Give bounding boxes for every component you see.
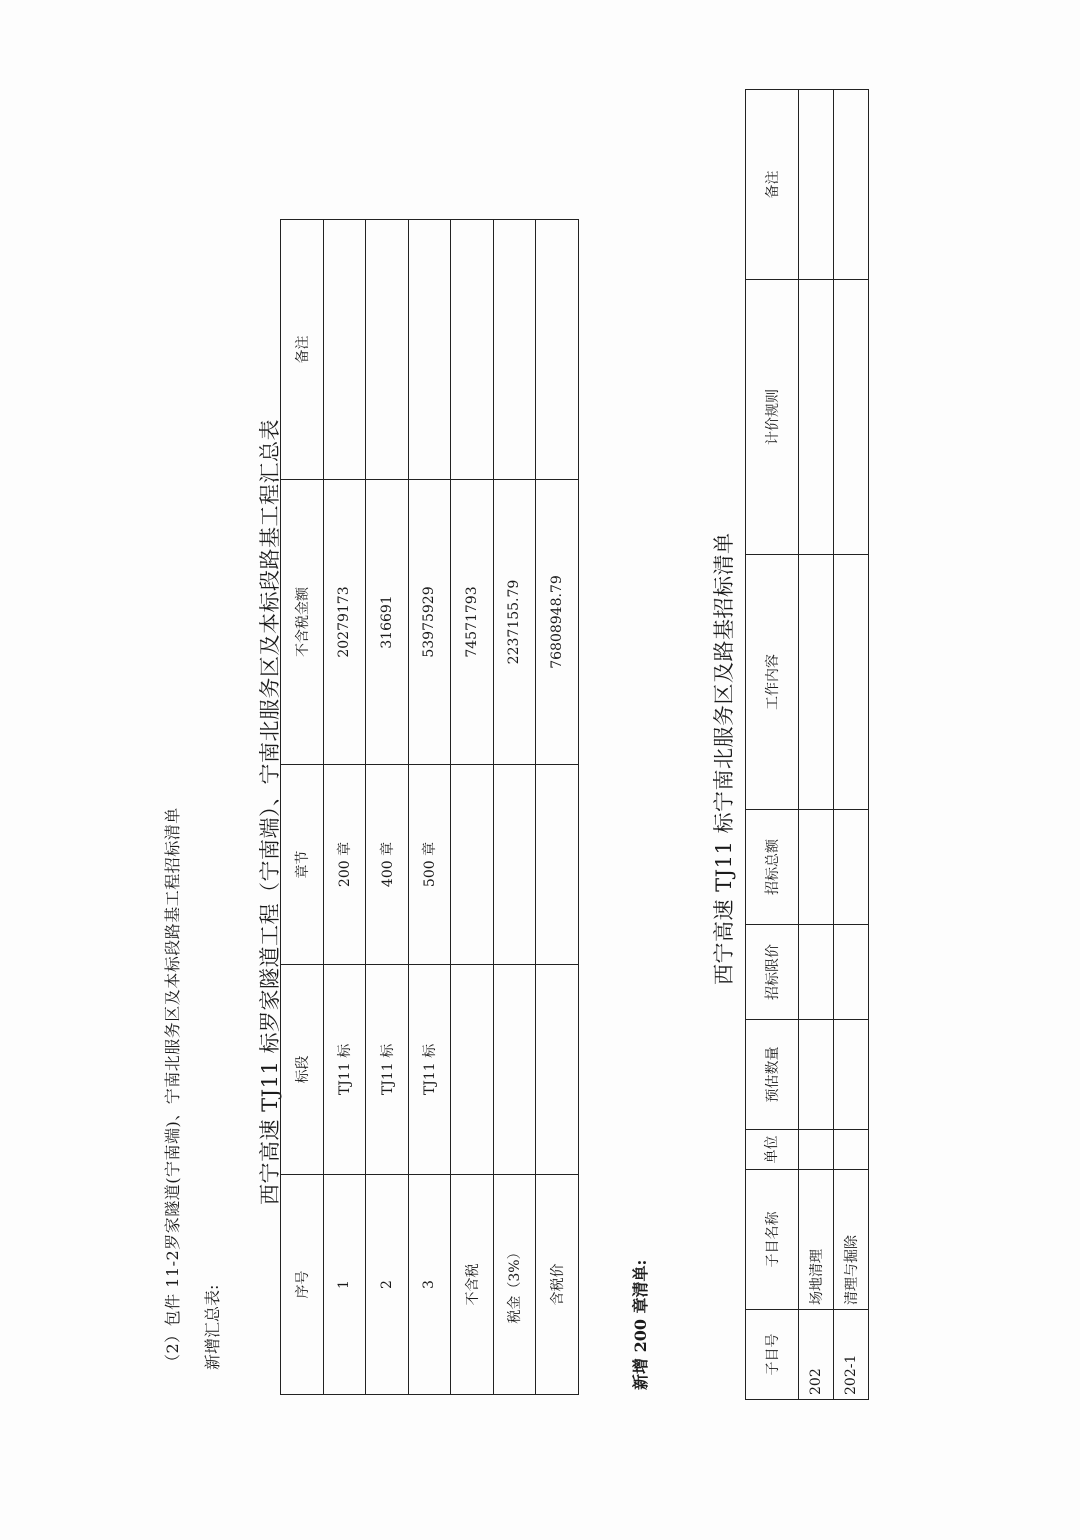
cell-note	[799, 90, 834, 280]
cell-section: TJ11 标	[408, 965, 451, 1175]
cell-chapter	[493, 765, 536, 965]
cell-name: 清理与掘除	[834, 1170, 869, 1310]
cell-section	[493, 965, 536, 1175]
cell-limit-price	[834, 925, 869, 1020]
cell-note	[834, 90, 869, 280]
cell-name: 场地清理	[799, 1170, 834, 1310]
chapter200-label: 新增 200 章清单:	[631, 1259, 650, 1390]
cell-code: 202	[799, 1310, 834, 1400]
cell-rule	[799, 280, 834, 555]
col-header-section: 标段	[281, 965, 324, 1175]
col-header-rule: 计价规则	[746, 280, 799, 555]
cell-work	[834, 555, 869, 810]
cell-note	[366, 220, 409, 480]
cell-section: TJ11 标	[323, 965, 366, 1175]
cell-no: 不含税	[451, 1175, 494, 1395]
cell-amount: 2237155.79	[493, 480, 536, 765]
col-header-limit-price: 招标限价	[746, 925, 799, 1020]
cell-total	[834, 810, 869, 925]
cell-qty	[799, 1020, 834, 1130]
table-header-row	[746, 90, 799, 1400]
table-header-row	[281, 220, 324, 1395]
col-header-code: 子目号	[746, 1310, 799, 1400]
cell-total	[799, 810, 834, 925]
cell-note	[451, 220, 494, 480]
table-row	[536, 220, 579, 1395]
cell-no: 税金（3%）	[493, 1175, 536, 1395]
cell-note	[493, 220, 536, 480]
table-row	[799, 90, 834, 1400]
col-header-total: 招标总额	[746, 810, 799, 925]
cell-qty	[834, 1020, 869, 1130]
cell-limit-price	[799, 925, 834, 1020]
cell-no: 含税价	[536, 1175, 579, 1395]
table-row	[323, 220, 366, 1395]
cell-note	[408, 220, 451, 480]
cell-chapter: 400 章	[366, 765, 409, 965]
cell-work	[799, 555, 834, 810]
table-row	[408, 220, 451, 1395]
chapter200-table	[745, 89, 869, 1400]
cell-no: 1	[323, 1175, 366, 1395]
cell-chapter: 200 章	[323, 765, 366, 965]
table-row	[451, 220, 494, 1395]
cell-amount: 316691	[366, 480, 409, 765]
col-header-chapter: 章节	[281, 765, 324, 965]
cell-amount: 76808948.79	[536, 480, 579, 765]
cell-section	[536, 965, 579, 1175]
chapter200-table-title: 西宁高速 TJ11 标宁南北服务区及路基招标清单	[712, 532, 736, 985]
col-header-qty: 预估数量	[746, 1020, 799, 1130]
col-header-name: 子目名称	[746, 1170, 799, 1310]
table-row	[834, 90, 869, 1400]
intro-text: （2）包件 11-2罗家隧道(宁南端)、宁南北服务区及本标段路基工程招标清单	[163, 807, 182, 1370]
cell-code: 202-1	[834, 1310, 869, 1400]
col-header-amount: 不含税金额	[281, 480, 324, 765]
summary-table	[280, 219, 579, 1395]
cell-chapter	[536, 765, 579, 965]
col-header-unit: 单位	[746, 1130, 799, 1170]
summary-table-title: 西宁高速 TJ11 标罗家隧道工程（宁南端）、宁南北服务区及本标段路基工程汇总表	[258, 419, 282, 1205]
table-row	[493, 220, 536, 1395]
cell-note	[323, 220, 366, 480]
summary-label: 新增汇总表:	[203, 1284, 222, 1370]
col-header-note: 备注	[281, 220, 324, 480]
col-header-no: 序号	[281, 1175, 324, 1395]
cell-amount: 20279173	[323, 480, 366, 765]
cell-amount: 53975929	[408, 480, 451, 765]
cell-section: TJ11 标	[366, 965, 409, 1175]
cell-chapter: 500 章	[408, 765, 451, 965]
cell-no: 2	[366, 1175, 409, 1395]
col-header-work: 工作内容	[746, 555, 799, 810]
cell-unit	[799, 1130, 834, 1170]
cell-rule	[834, 280, 869, 555]
cell-section	[451, 965, 494, 1175]
col-header-note: 备注	[746, 90, 799, 280]
cell-amount: 74571793	[451, 480, 494, 765]
cell-note	[536, 220, 579, 480]
cell-chapter	[451, 765, 494, 965]
cell-unit	[834, 1130, 869, 1170]
cell-no: 3	[408, 1175, 451, 1395]
table-row	[366, 220, 409, 1395]
